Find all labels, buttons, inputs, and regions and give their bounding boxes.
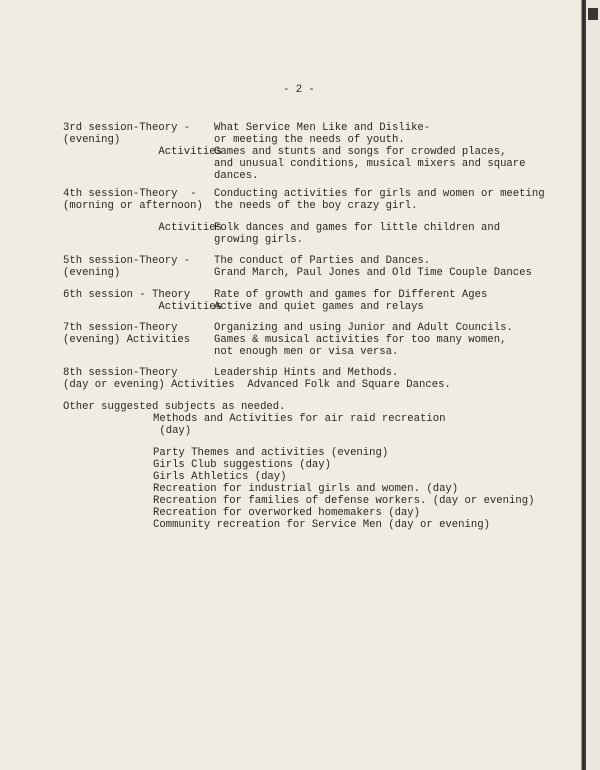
session-7-text-line-1: Organizing and using Junior and Adult Councils. bbox=[214, 322, 513, 334]
session-8-line-2: (day or evening) Activities Advanced Folk and Square Dances. bbox=[63, 379, 451, 391]
session-6-label-line-1: 6th session - Theory bbox=[63, 289, 191, 301]
scan-background-strip bbox=[586, 0, 600, 770]
session-3-label-line-3: Activities bbox=[63, 146, 222, 158]
session-5-label-line-2: (evening) bbox=[63, 267, 121, 279]
session-3-text-line-3: Games and stunts and songs for crowded places, bbox=[214, 146, 507, 158]
other-subject-item: Party Themes and activities (evening) bbox=[153, 447, 389, 459]
session-3-label-line-1: 3rd session-Theory - bbox=[63, 122, 191, 134]
session-7-label-line-1: 7th session-Theory bbox=[63, 322, 178, 334]
paper-edge-shadow bbox=[581, 0, 586, 770]
session-6-text-line-2: Active and quiet games and relays bbox=[214, 301, 424, 313]
other-subject-item: (day) bbox=[153, 425, 192, 437]
session-4-text-line-2: the needs of the boy crazy girl. bbox=[214, 200, 418, 212]
session-3-text-line-5: dances. bbox=[214, 170, 259, 182]
session-8-text-line-1: Leadership Hints and Methods. bbox=[214, 367, 399, 379]
session-3-text-line-2: or meeting the needs of youth. bbox=[214, 134, 405, 146]
session-3-label-line-2: (evening) bbox=[63, 134, 121, 146]
session-4-activities-label: Activities bbox=[63, 222, 222, 234]
session-8-label-line-1: 8th session-Theory bbox=[63, 367, 178, 379]
session-7-text-line-2: Games & musical activities for too many women, bbox=[214, 334, 507, 346]
session-5-label-line-1: 5th session-Theory - bbox=[63, 255, 191, 267]
session-7-text-line-3: not enough men or visa versa. bbox=[214, 346, 399, 358]
other-subject-item: Community recreation for Service Men (day or evening) bbox=[153, 519, 490, 531]
session-7-label-line-2: (evening) Activities bbox=[63, 334, 191, 346]
other-subject-item: Recreation for overworked homemakers (day) bbox=[153, 507, 421, 519]
session-4-activities-line-2: growing girls. bbox=[214, 234, 304, 246]
session-5-text-line-1: The conduct of Parties and Dances. bbox=[214, 255, 431, 267]
session-4-label-line-2: (morning or afternoon) bbox=[63, 200, 203, 212]
corner-tab-mark bbox=[588, 8, 598, 20]
session-3-text-line-4: and unusual conditions, musical mixers and square bbox=[214, 158, 526, 170]
page-number: - 2 - bbox=[283, 84, 315, 96]
other-subject-item: Methods and Activities for air raid recreation bbox=[153, 413, 446, 425]
session-4-label-line-1: 4th session-Theory - bbox=[63, 188, 197, 200]
other-subject-item: Girls Club suggestions (day) bbox=[153, 459, 332, 471]
session-4-text-line-1: Conducting activities for girls and women or meeting bbox=[214, 188, 545, 200]
other-subjects-heading: Other suggested subjects as needed. bbox=[63, 401, 286, 413]
session-3-text-line-1: What Service Men Like and Dislike- bbox=[214, 122, 431, 134]
other-subject-item: Recreation for families of defense workers. (day or evening) bbox=[153, 495, 535, 507]
session-6-text-line-1: Rate of growth and games for Different Ages bbox=[214, 289, 488, 301]
session-6-label-line-2: Activities bbox=[63, 301, 222, 313]
other-subject-item: Recreation for industrial girls and women. (day) bbox=[153, 483, 459, 495]
session-5-text-line-2: Grand March, Paul Jones and Old Time Couple Dances bbox=[214, 267, 532, 279]
session-4-activities-line-1: Folk dances and games for little children and bbox=[214, 222, 501, 234]
other-subject-item: Girls Athletics (day) bbox=[153, 471, 287, 483]
